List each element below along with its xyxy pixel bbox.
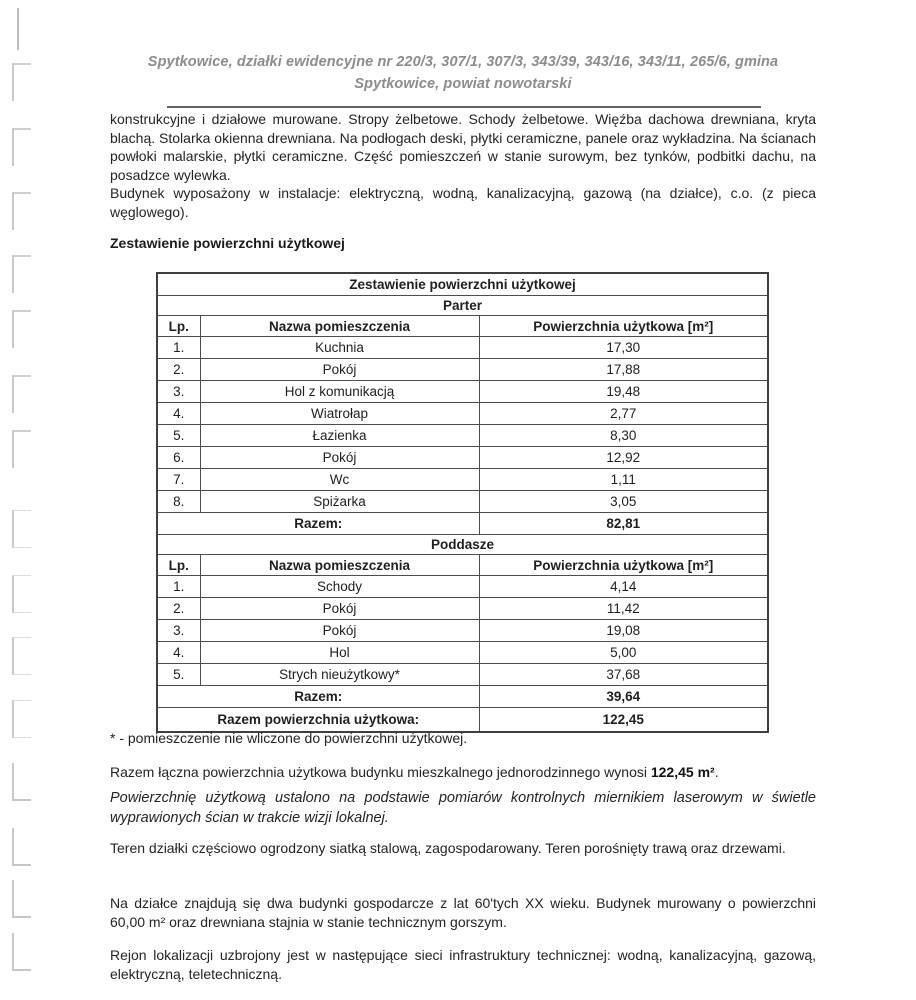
table-cell: Pokój	[200, 359, 479, 381]
table-cell: Zestawienie powierzchni użytkowej	[157, 273, 768, 296]
table-cell: 17,88	[479, 359, 768, 381]
table-cell: Poddasze	[157, 535, 768, 555]
table-cell: 4,14	[479, 576, 768, 598]
binding-mark	[12, 430, 31, 468]
table-cell: 12,92	[479, 447, 768, 469]
section-heading: Zestawienie powierzchni użytkowej	[110, 235, 345, 251]
binding-mark	[12, 192, 31, 230]
table-cell: 1.	[157, 576, 200, 598]
intro-paragraph-2: Budynek wyposażony w instalacje: elektryczną, wodną, kanalizacyjną, gazową (na działce), c.o. (z pieca węglowego).	[110, 185, 816, 220]
table-cell: Hol z komunikacją	[200, 381, 479, 403]
table-cell: 19,08	[479, 620, 768, 642]
table-cell: 11,42	[479, 598, 768, 620]
total-area-suffix: .	[714, 764, 719, 780]
table-cell: Pokój	[200, 447, 479, 469]
table-row	[157, 469, 768, 491]
table-cell: Strych nieużytkowy*	[200, 664, 479, 686]
outbuildings-paragraph: Na działce znajdują się dwa budynki gospodarcze z lat 60'tych XX wieku. Budynek murowany o powierzchni 60,00 m² oraz drewniana stajnia w stanie technicznym gorszym.	[110, 895, 816, 930]
area-summary-table	[156, 272, 769, 733]
binding-mark	[12, 310, 31, 348]
table-cell: Wc	[200, 469, 479, 491]
binding-mark	[12, 375, 31, 413]
table-title-row	[157, 273, 768, 296]
table-cell: Lp.	[157, 316, 200, 337]
total-area-sentence	[110, 763, 816, 782]
table-cell: 5,00	[479, 642, 768, 664]
table-cell: 2.	[157, 598, 200, 620]
table-cell: Wiatrołap	[200, 403, 479, 425]
table-cell: Razem powierzchnia użytkowa:	[157, 708, 479, 733]
binding-mark	[12, 575, 31, 613]
table-cell: Powierzchnia użytkowa [m²]	[479, 555, 768, 576]
table-cell: Kuchnia	[200, 337, 479, 359]
table-cell: Schody	[200, 576, 479, 598]
binding-mark	[12, 510, 31, 548]
table-cell: 8,30	[479, 425, 768, 447]
measurement-method-note: Powierzchnię użytkową ustalono na podstawie pomiarów kontrolnych miernikiem laserowym w świetle wyprawionych ścian w trakcie wizji lokalnej.	[110, 790, 816, 826]
table-row	[157, 664, 768, 686]
table-cell: 39,64	[479, 686, 768, 708]
table-cell: Nazwa pomieszczenia	[200, 316, 479, 337]
header-line-2: Spytkowice, powiat nowotarski	[354, 75, 572, 92]
table-cell: 6.	[157, 447, 200, 469]
binding-mark	[12, 128, 31, 166]
table-cell: Lp.	[157, 555, 200, 576]
table-row	[157, 425, 768, 447]
table-row	[157, 337, 768, 359]
utilities-paragraph: Rejon lokalizacji uzbrojony jest w następujące sieci infrastruktury technicznej: wodną, kanalizacyjną, gazową, elektryczną, teletechniczną.	[110, 947, 816, 982]
table-row	[157, 576, 768, 598]
table-cell: 2.	[157, 359, 200, 381]
binding-mark	[12, 828, 31, 866]
table-cell: 3.	[157, 620, 200, 642]
table-total-row	[157, 686, 768, 708]
table-cell: 7.	[157, 469, 200, 491]
binding-mark	[12, 880, 31, 918]
table-section-row	[157, 535, 768, 555]
table-row	[157, 447, 768, 469]
table-cell: 19,48	[479, 381, 768, 403]
table-cell: 2,77	[479, 403, 768, 425]
table-section-row	[157, 296, 768, 316]
total-area-prefix: Razem łączna powierzchnia użytkowa budynku mieszkalnego jednorodzinnego wynosi	[110, 764, 651, 780]
binding-mark	[12, 763, 31, 801]
table-cell: 4.	[157, 642, 200, 664]
table-cell: Razem:	[157, 686, 479, 708]
table-cell: Łazienka	[200, 425, 479, 447]
binding-mark	[12, 700, 31, 738]
table-cell: Powierzchnia użytkowa [m²]	[479, 316, 768, 337]
table-cell: Nazwa pomieszczenia	[200, 555, 479, 576]
footnote: * - pomieszczenie nie wliczone do powierzchni użytkowej.	[110, 730, 468, 746]
intro-paragraph-1: konstrukcyjne i działowe murowane. Stropy żelbetowe. Schody żelbetowe. Więźba dachowa drewniana, kryta blachą. Stolarka okienna drewniana. Na podłogach deski, płytki ceramiczne, panele oraz wykładzina. Na ścianach powłoki malarskie, płytki ceramiczne. Część pomieszczeń w stanie surowym, bez tynków, podbitki dachu, na posadzce wylewka.	[110, 111, 816, 183]
table-cell: Parter	[157, 296, 768, 316]
table-cell: 5.	[157, 664, 200, 686]
table-row	[157, 403, 768, 425]
table-cell: 82,81	[479, 513, 768, 535]
table-cell: Pokój	[200, 620, 479, 642]
binding-mark	[12, 637, 31, 675]
binding-mark	[12, 255, 31, 293]
table-cell: 17,30	[479, 337, 768, 359]
table-cell: Hol	[200, 642, 479, 664]
table-row	[157, 359, 768, 381]
table-cell: 37,68	[479, 664, 768, 686]
table-cell: Pokój	[200, 598, 479, 620]
table-cell: 3,05	[479, 491, 768, 513]
table-cell: 1,11	[479, 469, 768, 491]
table-cell: 8.	[157, 491, 200, 513]
table-header-row	[157, 555, 768, 576]
table-cell: Razem:	[157, 513, 479, 535]
table-row	[157, 491, 768, 513]
table-cell: Spiżarka	[200, 491, 479, 513]
binding-mark	[12, 933, 31, 971]
table-cell: 1.	[157, 337, 200, 359]
binding-mark	[17, 8, 21, 50]
table-cell: 5.	[157, 425, 200, 447]
area-summary-table-wrap	[156, 272, 769, 733]
table-cell: 3.	[157, 381, 200, 403]
table-total-row	[157, 513, 768, 535]
table-row	[157, 620, 768, 642]
table-header-row	[157, 316, 768, 337]
binding-mark	[12, 63, 31, 101]
table-row	[157, 598, 768, 620]
table-row	[157, 642, 768, 664]
header-divider	[167, 106, 761, 108]
table-cell: 4.	[157, 403, 200, 425]
table-row	[157, 381, 768, 403]
total-area-value: 122,45 m²	[650, 764, 715, 780]
terrain-paragraph: Teren działki częściowo ogrodzony siatką stalową, zagospodarowany. Teren porośnięty trawą oraz drzewami.	[110, 840, 786, 856]
table-cell: 122,45	[479, 708, 768, 733]
page-header	[110, 52, 816, 95]
header-line-1: Spytkowice, działki ewidencyjne nr 220/3, 307/1, 307/3, 343/39, 343/16, 343/11, 265/6, gmina	[147, 54, 779, 70]
intro-text	[110, 110, 816, 221]
